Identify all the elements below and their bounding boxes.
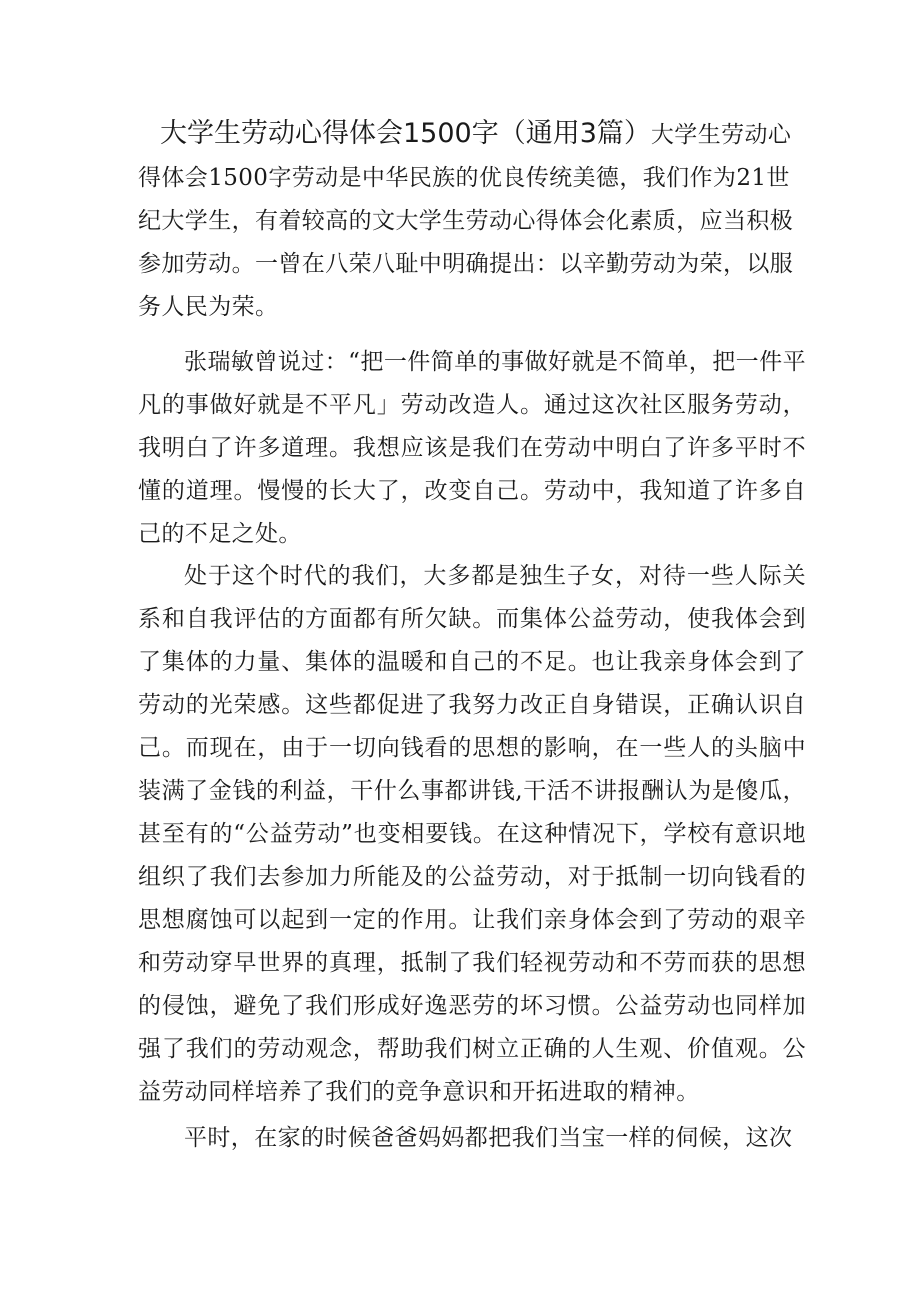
paragraph-text: 张瑞敏曾说过：“把一件简单的事做好就是不简单，把一件平凡的事做好就是不平凡」劳动改造人。通过这次社区服务劳动，我明白了许多道理。我想应该是我们在劳动中明白了许多平时不懂的道理。慢慢的长大了，改变自己。劳动中，我知道了许多自己的不足之处。 xyxy=(138,349,806,547)
paragraph-3 xyxy=(138,1117,806,1160)
page-title: 大学生劳动心得体会1500字（通用3篇） xyxy=(160,118,651,149)
intro-text: 大学生劳动心得体会1500字劳动是中华民族的优良传统美德，我们作为21世纪大学生，有着较高的文大学生劳动心得体会化素质，应当积极参加劳动。一曾在八荣八耻中明确提出：以辛勤劳动为荣，以服务人民为荣。 xyxy=(138,122,794,320)
title-block xyxy=(138,112,806,329)
paragraph-1 xyxy=(138,341,806,556)
paragraph-2 xyxy=(138,555,806,1114)
paragraph-text: 平时，在家的时候爸爸妈妈都把我们当宝一样的伺候，这次 xyxy=(184,1125,793,1151)
paragraph-text: 处于这个时代的我们，大多都是独生子女，对待一些人际关系和自我评估的方面都有所欠缺。而集体公益劳动，使我体会到了集体的力量、集体的温暖和自己的不足。也让我亲身体会到了劳动的光荣感。这些都促进了我努力改正自身错误，正确认识自己。而现在，由于一切向钱看的思想的影响，在一些人的头脑中装满了金钱的利益，干什么事都讲钱,干活不讲报酬认为是傻瓜，甚至有的“公益劳动”也变相要钱。在这种情况下，学校有意识地组织了我们去参加力所能及的公益劳动，对于抵制一切向钱看的思想腐蚀可以起到一定的作用。让我们亲身体会到了劳动的艰辛和劳动穿早世界的真理，抵制了我们轻视劳动和不劳而获的思想的侵蚀，避免了我们形成好逸恶劳的坏习惯。公益劳动也同样加强了我们的劳动观念，帮助我们树立正确的人生观、价值观。公益劳动同样培养了我们的竞争意识和开拓进取的精神。 xyxy=(138,563,806,1105)
